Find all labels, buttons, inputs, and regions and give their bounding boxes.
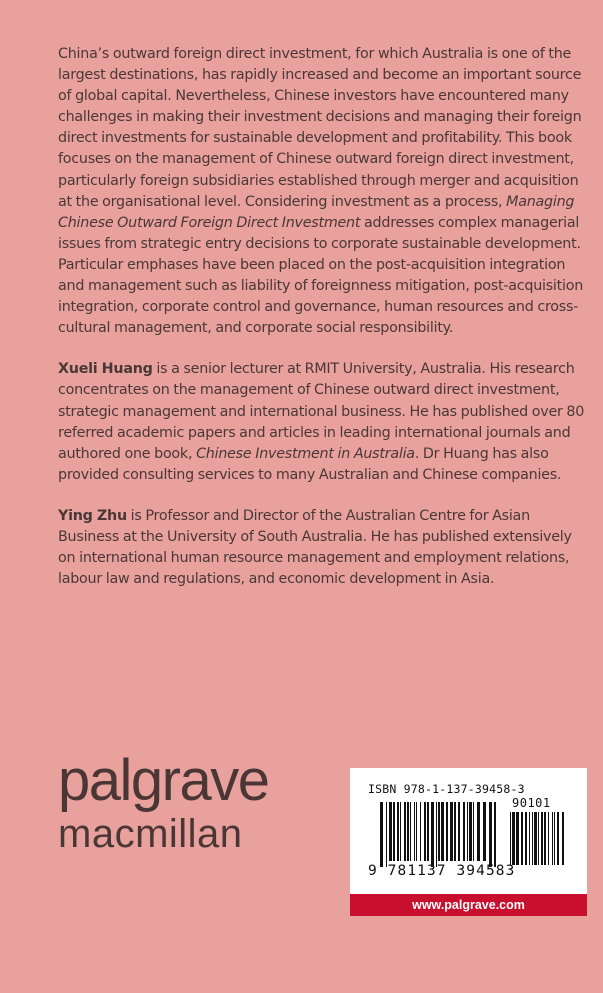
- author-name-huang: Xueli Huang: [58, 361, 153, 378]
- barcode-bar: [512, 812, 515, 865]
- author-bio-zhu: [58, 506, 590, 590]
- barcode-bar: [407, 802, 409, 861]
- barcode-bar: [557, 812, 559, 865]
- barcode-bar: [410, 802, 411, 861]
- publisher-website[interactable]: www.palgrave.com: [350, 894, 587, 916]
- author-bio-huang: [58, 359, 590, 486]
- barcode-bar: [441, 802, 444, 861]
- barcode-bar: [458, 802, 460, 861]
- barcode-bar: [532, 812, 533, 865]
- barcode-bar: [534, 812, 537, 865]
- barcode-bar: [477, 802, 480, 861]
- ean-digits: 9 781137 394583: [368, 863, 516, 879]
- publisher-logo: [58, 748, 269, 856]
- barcode-bar: [483, 802, 486, 861]
- barcode-bar: [431, 802, 434, 867]
- barcode-bar: [436, 802, 437, 867]
- barcode-bar: [529, 812, 530, 865]
- barcode-bar: [397, 802, 399, 861]
- barcode-bar: [420, 802, 421, 861]
- barcode-bar: [469, 802, 472, 861]
- author-bio-huang-book-title: Chinese Investment in Australia: [196, 445, 415, 462]
- barcode-bar: [473, 802, 474, 861]
- barcode-bar: [538, 812, 539, 865]
- barcode-bar: [380, 802, 383, 867]
- author-bio-huang-text-a: is a senior lecturer at RMIT University, Australia. His research concentrates on the management of Chinese outward direct investment, strategic management and international business. He has published over 80 referred academic papers and articles in leading international journals and authored one book,: [58, 361, 585, 462]
- barcode-bar: [562, 812, 564, 865]
- barcode-bar: [416, 802, 417, 861]
- isbn-label: ISBN 978-1-137-39458-3: [368, 782, 525, 796]
- barcode-bar: [454, 802, 456, 861]
- barcode-bar: [463, 802, 465, 861]
- barcode-bar: [404, 802, 406, 861]
- barcode-bar: [450, 802, 453, 861]
- barcode-bar: [446, 802, 448, 861]
- barcode-bar: [400, 802, 401, 861]
- description-text-b: addresses complex managerial issues from strategic entry decisions to corporate sustainable development. Particular emphases have been placed on the post-acquisition integration and management such as liability of foreignness mitigation, post-acquisition integration, corporate control and governance, human resources and cross-cultural management, and corporate social responsibility.: [58, 214, 584, 337]
- barcode-bar: [438, 802, 440, 861]
- barcode-bar: [554, 812, 555, 865]
- author-bio-huang-text-b: . Dr Huang has also provided consulting services to many Australian and Chinese companies.: [58, 445, 562, 483]
- barcode-bar: [427, 802, 429, 861]
- back-cover-blurb: [58, 44, 590, 610]
- description-text-a: China’s outward foreign direct investment, for which Australia is one of the largest destinations, has rapidly increased and become an important source of global capital. Nevertheless, Chinese investors have encountered many challenges in making their investment decisions and managing their foreign direct investments for sustainable development and profitability. This book focuses on the management of Chinese outward foreign direct investment, particularly foreign subsidiaries established through merger and acquisition at the organisational level. Considering investment as a process,: [58, 46, 582, 210]
- barcode-bar: [389, 802, 392, 861]
- barcode-bar: [552, 812, 553, 865]
- publisher-logo-line1: palgrave: [58, 748, 269, 813]
- author-name-zhu: Ying Zhu: [58, 507, 127, 524]
- barcode-bar: [548, 812, 549, 865]
- barcode-bar: [544, 812, 546, 865]
- barcode-bar: [510, 812, 511, 865]
- barcode-bar: [521, 812, 523, 865]
- barcode-bar: [386, 802, 387, 867]
- barcode-bar: [525, 812, 527, 865]
- book-description: [58, 44, 590, 339]
- barcode-bar: [414, 802, 415, 861]
- price-code: 90101: [512, 796, 551, 810]
- publisher-logo-line2: macmillan: [58, 812, 243, 856]
- barcode-bar: [393, 802, 395, 861]
- barcode-bar: [494, 802, 496, 867]
- barcode-bar: [489, 802, 492, 867]
- barcode-bar: [424, 802, 426, 861]
- barcode-bar: [467, 802, 468, 861]
- barcode-bar: [516, 812, 519, 865]
- author-bio-zhu-text: is Professor and Director of the Australian Centre for Asian Business at the University of South Australia. He has published extensively on international human resource management and employment relations, labour law and regulations, and economic development in Asia.: [58, 507, 572, 588]
- book-title: Managing Chinese Outward Foreign Direct Investment: [58, 193, 575, 231]
- isbn-barcode: [350, 768, 587, 894]
- barcode-bar: [541, 812, 543, 865]
